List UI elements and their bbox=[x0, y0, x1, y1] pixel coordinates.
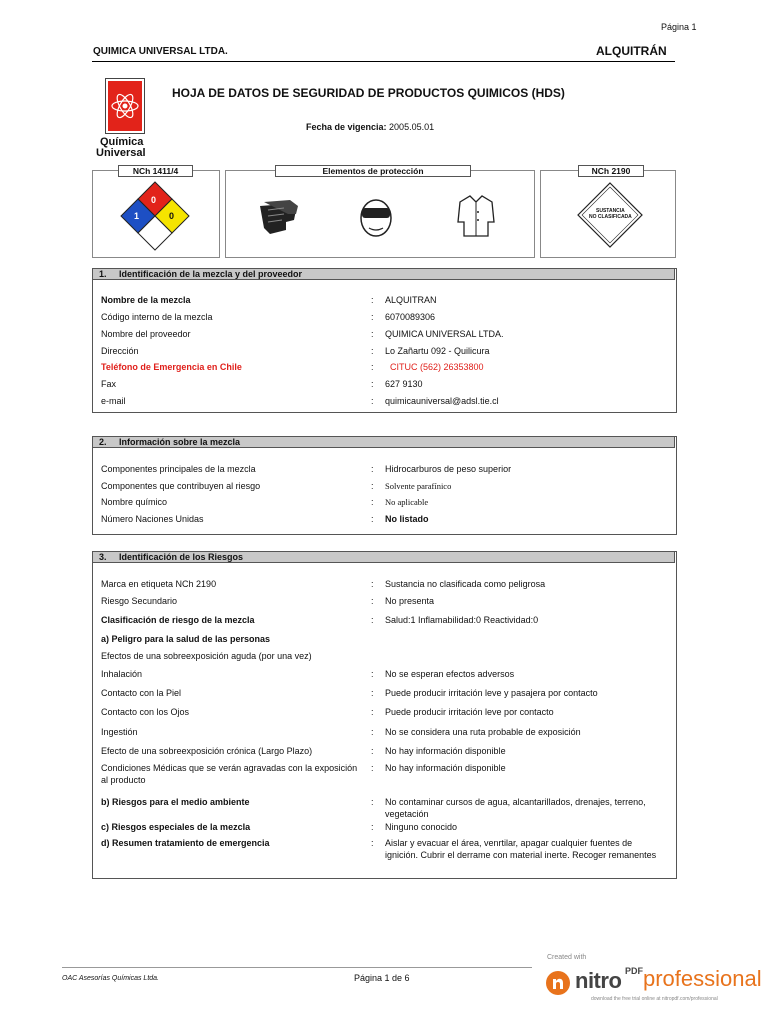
validity-label: Fecha de vigencia: bbox=[306, 122, 387, 132]
goggles-icon bbox=[358, 196, 394, 238]
s3-value-12: Ninguno conocido bbox=[385, 822, 458, 832]
nitro-brand: nitro bbox=[575, 968, 622, 993]
s3-label-3: a) Peligro para la salud de las personas bbox=[101, 634, 271, 644]
nfpa-diamond-icon bbox=[118, 180, 192, 254]
nch1411-label: NCh 1411/4 bbox=[118, 165, 193, 177]
s3-label-6: Contacto con la Piel bbox=[101, 688, 182, 698]
s3-label-8: Ingestión bbox=[101, 727, 138, 737]
s3-value-9: No hay información disponible bbox=[385, 746, 506, 756]
header-rule bbox=[92, 61, 675, 62]
gloves-icon bbox=[256, 198, 300, 238]
s2-value-3: No listado bbox=[385, 514, 429, 524]
s3-value-8: No se considera una ruta probable de exposición bbox=[385, 727, 581, 737]
s1-label-2: Nombre del proveedor bbox=[101, 329, 191, 339]
protection-label: Elementos de protección bbox=[275, 165, 471, 177]
atom-icon bbox=[108, 81, 142, 131]
s3-label-7: Contacto con los Ojos bbox=[101, 707, 190, 717]
s1-value-5: 627 9130 bbox=[385, 379, 423, 389]
s1-value-3: Lo Zañartu 092 - Quilicura bbox=[385, 346, 490, 356]
lab-coat-icon bbox=[456, 194, 496, 238]
nfpa-health-value: 1 bbox=[134, 211, 140, 221]
s3-value-1: No presenta bbox=[385, 596, 435, 606]
s1-label-0: Nombre de la mezcla bbox=[101, 295, 191, 305]
validity-value: 2005.05.01 bbox=[389, 122, 435, 132]
s2-label-3: Número Naciones Unidas bbox=[101, 514, 204, 524]
company-logo bbox=[96, 76, 156, 160]
s1-value-0: ALQUITRAN bbox=[385, 295, 437, 305]
section-1-header: 1. Identificación de la mezcla y del proveedor bbox=[92, 268, 675, 280]
s3-value-7: Puede producir irritación leve por contacto bbox=[385, 707, 554, 717]
diamond-text-1: SUSTANCIA bbox=[596, 208, 625, 214]
s2-label-2: Nombre químico bbox=[101, 497, 168, 507]
s3-label-0: Marca en etiqueta NCh 2190 bbox=[101, 579, 217, 589]
nfpa-fire-value: 0 bbox=[151, 195, 157, 205]
section-2-header: 2. Información sobre la mezcla bbox=[92, 436, 675, 448]
s3-value-2: Salud:1 Inflamabilidad:0 Reactividad:0 bbox=[385, 615, 539, 625]
s3-label-12: c) Riesgos especiales de la mezcla bbox=[101, 822, 251, 832]
s1-value-1: 6070089306 bbox=[385, 312, 436, 322]
nfpa-reactivity-value: 0 bbox=[169, 211, 175, 221]
s3-label-4: Efectos de una sobreexposición aguda (por una vez) bbox=[101, 651, 312, 661]
s3-value-11b: vegetación bbox=[385, 809, 429, 819]
nitro-created-with: Created with bbox=[547, 954, 587, 961]
footer-rule bbox=[62, 967, 532, 968]
s1-value-2: QUIMICA UNIVERSAL LTDA. bbox=[385, 329, 504, 339]
s2-label-1: Componentes que contribuyen al riesgo bbox=[101, 481, 261, 491]
page-number-top: Página 1 bbox=[661, 22, 697, 32]
footer-company: OAC Asesorías Químicas Ltda. bbox=[62, 975, 159, 982]
s2-value-0: Hidrocarburos de peso superior bbox=[385, 464, 512, 474]
nitro-professional: professional bbox=[643, 966, 762, 991]
validity-date bbox=[306, 122, 434, 132]
s1-value-4: CITUC (562) 26353800 bbox=[390, 362, 484, 372]
s2-value-2: No aplicable bbox=[385, 497, 429, 507]
s3-value-6: Puede producir irritación leve y pasajera por contacto bbox=[385, 688, 598, 698]
document-title: HOJA DE DATOS DE SEGURIDAD DE PRODUCTOS QUIMICOS (HDS) bbox=[172, 86, 565, 100]
s1-label-6: e-mail bbox=[101, 396, 126, 406]
s2-label-0: Componentes principales de la mezcla bbox=[101, 464, 256, 474]
s3-value-5: No se esperan efectos adversos bbox=[385, 669, 515, 679]
s3-label-10: Condiciones Médicas que se verán agravadas con la exposición bbox=[101, 763, 358, 773]
s3-value-13b: ignición. Cubrir el derrame con material inerte. Recoger remanentes bbox=[385, 850, 657, 860]
s3-label-11: b) Riesgos para el medio ambiente bbox=[101, 797, 250, 807]
logo-mark bbox=[105, 78, 145, 134]
s3-label-1: Riesgo Secundario bbox=[101, 596, 178, 606]
s1-label-3: Dirección bbox=[101, 346, 139, 356]
logo-text-line2: Universal bbox=[96, 147, 146, 159]
s2-value-1: Solvente parafínico bbox=[385, 481, 452, 491]
footer-page: Página 1 de 6 bbox=[354, 973, 410, 983]
s3-value-13: Aislar y evacuar el área, venrtilar, apagar cualquier fuentes de bbox=[385, 838, 633, 848]
s3-label-5: Inhalación bbox=[101, 669, 143, 679]
s1-label-1: Código interno de la mezcla bbox=[101, 312, 213, 322]
nitro-logo-icon bbox=[545, 970, 571, 996]
s1-value-6: quimicauniversal@adsl.tie.cl bbox=[385, 396, 499, 406]
s3-value-11: No contaminar cursos de agua, alcantarillados, drenajes, terreno, bbox=[385, 797, 646, 807]
s3-label-13: d) Resumen tratamiento de emergencia bbox=[101, 838, 270, 848]
nitro-tagline: download the free trial online at nitropdf.com/professional bbox=[591, 996, 718, 1002]
section-1-box bbox=[92, 268, 677, 413]
s3-label-9: Efecto de una sobreexposición crónica (Largo Plazo) bbox=[101, 746, 313, 756]
logo-text-line1: Química bbox=[100, 136, 144, 148]
nch2190-label: NCh 2190 bbox=[578, 165, 644, 177]
s1-label-4: Teléfono de Emergencia en Chile bbox=[101, 362, 242, 372]
s1-label-5: Fax bbox=[101, 379, 117, 389]
product-name: ALQUITRÁN bbox=[596, 44, 667, 58]
section-3-header: 3. Identificación de los Riesgos bbox=[92, 551, 675, 563]
s3-value-0: Sustancia no clasificada como peligrosa bbox=[385, 579, 546, 589]
s3-value-10: No hay información disponible bbox=[385, 763, 506, 773]
s3-label-2: Clasificación de riesgo de la mezcla bbox=[101, 615, 255, 625]
s3-label-10b: al producto bbox=[101, 775, 146, 785]
company-name: QUIMICA UNIVERSAL LTDA. bbox=[93, 46, 228, 57]
nitro-watermark bbox=[545, 954, 765, 1006]
diamond-text-2: NO CLASIFICADA bbox=[589, 214, 632, 220]
nitro-pdf: PDF bbox=[625, 966, 643, 976]
